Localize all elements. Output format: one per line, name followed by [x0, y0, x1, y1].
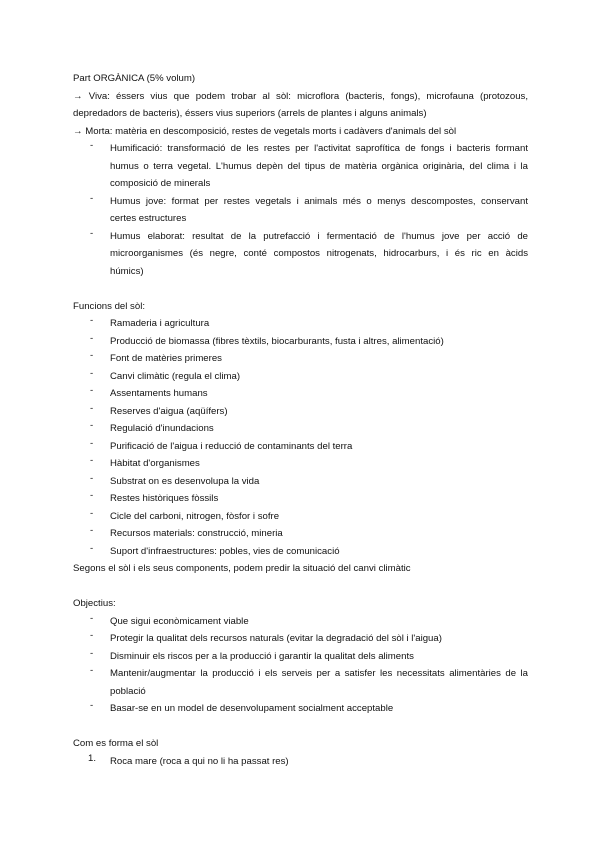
funcions-item — [73, 315, 528, 333]
bullet-dash: - — [90, 227, 94, 239]
funcions-item — [73, 420, 528, 438]
list-item-line: Humificació: transformació de les restes per l'activitat saprofítica de fongs i bacteris formant — [110, 143, 528, 154]
list-item-line: Substrat on es desenvolupa la vida — [110, 475, 260, 487]
organica-item-humus-elaborat — [73, 228, 528, 281]
list-item-line: húmics) — [110, 265, 144, 277]
bullet-dash: - — [90, 420, 94, 431]
funcions-item — [73, 525, 528, 543]
list-item-line: Humus jove: format per restes vegetals i animals més o menys descompostes, conservant — [110, 195, 528, 207]
funcions-item — [73, 455, 528, 473]
forma-item — [73, 753, 528, 771]
list-item-line: Suport d'infraestructures: pobles, vies de comunicació — [110, 545, 340, 557]
list-number: 1. — [88, 752, 97, 764]
bullet-dash: - — [90, 612, 94, 624]
bullet-dash: - — [90, 525, 94, 536]
bullet-dash: - — [90, 700, 94, 711]
bullet-dash: - — [90, 385, 94, 396]
morta-line: → Morta: matèria en descomposició, restes de vegetals morts i cadàvers d'animals del sòl — [73, 125, 457, 137]
section-title-objectius: Objectius: — [73, 598, 116, 609]
list-item-line: Roca mare (roca a qui no li ha passat res) — [110, 755, 289, 767]
bullet-dash: - — [90, 630, 94, 641]
viva-line-1: → Viva: éssers vius que podem trobar al sòl: microflora (bacteris, fongs), microfauna (protozous, — [73, 90, 528, 102]
list-item-line: Hàbitat d'organismes — [110, 458, 200, 469]
bullet-dash: - — [90, 350, 94, 361]
list-item-line: composició de minerals — [110, 178, 211, 189]
bullet-dash: - — [90, 455, 94, 466]
list-item-line: Protegir la qualitat dels recursos naturals (evitar la degradació del sòl i l'aigua) — [110, 633, 442, 644]
objectius-item — [73, 630, 528, 648]
list-item-line: Basar-se en un model de desenvolupament socialment acceptable — [110, 703, 394, 714]
section-title-funcions: Funcions del sòl: — [73, 300, 145, 312]
bullet-dash: - — [90, 192, 94, 204]
spacer — [73, 280, 528, 298]
document-body — [73, 70, 528, 770]
list-item-line: Producció de biomassa (fibres tèxtils, biocarburants, fusta i altres, alimentació) — [110, 335, 444, 347]
objectius-item — [73, 700, 528, 718]
list-item-line: microorganismes (és negre, conté compostos nitrogenats, hidrocarburs, i és ric en àcids — [110, 248, 528, 259]
funcions-item — [73, 333, 528, 351]
bullet-dash: - — [90, 315, 94, 326]
funcions-list — [73, 315, 528, 560]
bullet-dash: - — [90, 402, 94, 414]
list-item-line: Cicle del carboni, nitrogen, fòsfor i sofre — [110, 510, 280, 522]
bullet-dash: - — [90, 665, 94, 676]
list-item-line: certes estructures — [110, 213, 187, 224]
funcions-item — [73, 508, 528, 526]
bullet-dash: - — [90, 490, 94, 501]
list-item-line: Humus elaborat: resultat de la putrefacció i fermentació de l'humus jove per acció de — [110, 230, 528, 242]
funcions-item — [73, 368, 528, 386]
bullet-dash: - — [90, 367, 94, 379]
funcions-item — [73, 403, 528, 421]
section-title-forma: Com es forma el sòl — [73, 738, 159, 749]
organica-item-humus-jove — [73, 193, 528, 228]
bullet-dash: - — [90, 437, 94, 449]
bullet-dash: - — [90, 507, 94, 519]
funcions-item — [73, 350, 528, 368]
list-item-line: Mantenir/augmentar la producció i els serveis per a satisfer les necessitats alimentàries de la — [110, 668, 528, 679]
bullet-dash: - — [90, 472, 94, 484]
list-item-line: Assentaments humans — [110, 388, 208, 399]
list-item-line: població — [110, 685, 146, 697]
objectius-item — [73, 665, 528, 700]
funcions-conclusion: Segons el sòl i els seus components, podem predir la situació del canvi climàtic — [73, 563, 411, 574]
bullet-dash: - — [90, 140, 94, 151]
funcions-item — [73, 543, 528, 561]
list-item-line: Ramaderia i agricultura — [110, 318, 210, 329]
objectius-item — [73, 613, 528, 631]
list-item-line: Purificació de l'aigua i reducció de contaminants del terra — [110, 440, 353, 452]
bullet-dash: - — [90, 332, 94, 344]
bullet-dash: - — [90, 542, 94, 554]
list-item-line: Restes històriques fòssils — [110, 493, 219, 504]
spacer — [73, 578, 528, 596]
list-item-line: Regulació d'inundacions — [110, 423, 214, 434]
list-item-line: Canvi climàtic (regula el clima) — [110, 370, 241, 382]
organica-item-humificacio — [73, 140, 528, 193]
funcions-item — [73, 490, 528, 508]
bullet-dash: - — [90, 647, 94, 659]
list-item-line: Disminuir els riscos per a la producció i garantir la qualitat dels aliments — [110, 650, 414, 662]
objectius-item — [73, 648, 528, 666]
spacer — [73, 718, 528, 736]
section-title-organica: Part ORGÀNICA (5% volum) — [73, 73, 196, 84]
funcions-item — [73, 438, 528, 456]
funcions-item — [73, 473, 528, 491]
list-item-line: humus o terra vegetal. L'humus depèn del tipus de matèria orgànica originària, del clima i la — [110, 160, 528, 172]
list-item-line: Reserves d'aigua (aqüífers) — [110, 405, 228, 417]
list-item-line: Font de matèries primeres — [110, 353, 222, 364]
list-item-line: Recursos materials: construcció, mineria — [110, 528, 283, 539]
viva-line-2: depredadors de bacteris), éssers vius superiors (arrels de plantes i alguns animals) — [73, 108, 427, 119]
funcions-item — [73, 385, 528, 403]
list-item-line: Que sigui econòmicament viable — [110, 615, 249, 627]
